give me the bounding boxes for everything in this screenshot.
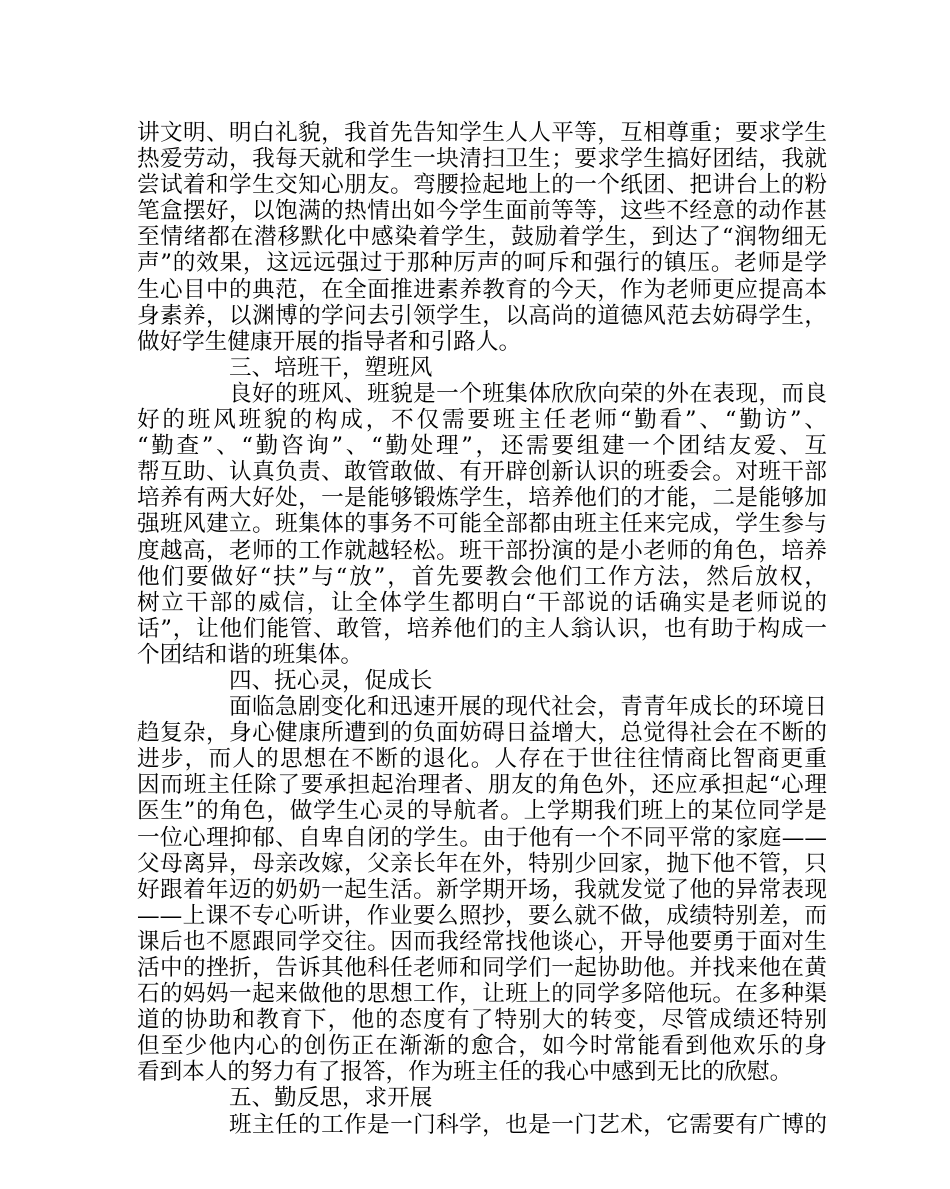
text-line: “勤查”、“勤咨询”、“勤处理”，还需要组建一个团结友爱、互 [137,433,827,460]
text-line: 度越高，老师的工作就越轻松。班干部扮演的是小老师的角色，培养 [137,537,827,564]
text-line: 至情绪都在潜移默化中感染着学生，鼓励着学生，到达了“润物细无 [137,224,827,251]
text-line: 趋复杂，身心健康所遭到的负面妨碍日益增大，总觉得社会在不断的 [137,720,827,747]
text-line: 身素养，以渊博的学问去引领学生，以高尚的道德风范去妨碍学生， [137,302,827,329]
text-line: 活中的挫折，告诉其他科任老师和同学们一起协助他。并找来他在黄 [137,955,827,981]
text-line: 因而班主任除了要承担起治理者、朋友的角色外，还应承担起“心理 [137,772,827,799]
text-line: 做好学生健康开展的指导者和引路人。 [137,328,522,355]
text-line: 个团结和谐的班集体。 [137,641,363,668]
text-line: 但至少他内心的创伤正在渐渐的愈合，如今时常能看到他欢乐的身 [137,1033,827,1060]
text-line: 帮互助、认真负责、敢管敢做、有开辟创新认识的班委会。对班干部 [137,459,827,486]
text-line: 父母离异，母亲改嫁，父亲长年在外，特别少回家，抛下他不管，只 [137,850,827,877]
text-line: 笔盒摆好，以饱满的热情出如今学生面前等等，这些不经意的动作甚 [137,198,827,225]
text-line: 医生”的角色，做学生心灵的导航者。上学期我们班上的某位同学是 [137,798,827,825]
text-line: ——上课不专心听讲，作业要么照抄，要么就不做，成绩特别差，而 [137,902,827,929]
text-line: 班主任的工作是一门科学，也是一门艺术，它需要有广博的 [229,1111,827,1138]
text-line: 讲文明、明白礼貌，我首先告知学生人人平等，互相尊重；要求学生 [137,120,827,146]
text-line: 他们要做好“扶”与“放”，首先要教会他们工作方法，然后放权， [137,563,827,590]
text-line: 尝试着和学生交知心朋友。弯腰捡起地上的一个纸团、把讲台上的粉 [137,172,827,199]
text-line: 一位心理抑郁、自卑自闭的学生。由于他有一个不同平常的家庭—— [137,824,827,851]
text-line: 好的班风班貌的构成，不仅需要班主任老师“勤看”、“勤访”、 [137,407,827,434]
text-line: 石的妈妈一起来做他的思想工作，让班上的同学多陪他玩。在多种渠 [137,981,827,1008]
text-line: 培养有两大好处，一是能够锻炼学生，培养他们的才能，二是能够加 [137,485,827,512]
text-line: 树立干部的威信，让全体学生都明白“干部说的话确实是老师说的 [137,589,827,616]
text-line: 良好的班风、班貌是一个班集体欣欣向荣的外在表现，而良 [229,380,827,407]
text-line: 热爱劳动，我每天就和学生一块清扫卫生；要求学生搞好团结，我就 [137,146,827,173]
text-line: 进步，而人的思想在不断的退化。人存在于世往往情商比智商更重 [137,746,827,773]
section-heading: 五、勤反思，求开展 [229,1085,433,1112]
text-line: 声”的效果，这远远强过于那种厉声的呵斥和强行的镇压。老师是学 [137,250,827,277]
section-heading: 四、抚心灵，促成长 [229,667,433,694]
text-line: 话”，让他们能管、敢管，培养他们的主人翁认识，也有助于构成一 [137,615,827,642]
text-line: 课后也不愿跟同学交往。因而我经常找他谈心，开导他要勇于面对生 [137,928,827,955]
text-line: 面临急剧变化和迅速开展的现代社会，青青年成长的环境日 [229,694,827,721]
document-body [137,120,827,1138]
section-heading: 三、培班干，塑班风 [229,354,433,381]
text-line: 看到本人的努力有了报答，作为班主任的我心中感到无比的欣慰。 [137,1059,793,1086]
text-line: 道的协助和教育下，他的态度有了特别大的转变，尽管成绩还特别 [137,1007,827,1034]
text-line: 生心目中的典范，在全面推进素养教育的今天，作为老师更应提高本 [137,276,827,303]
text-line: 强班风建立。班集体的事务不可能全部都由班主任来完成，学生参与 [137,511,827,538]
text-line: 好跟着年迈的奶奶一起生活。新学期开场，我就发觉了他的异常表现 [137,876,827,903]
